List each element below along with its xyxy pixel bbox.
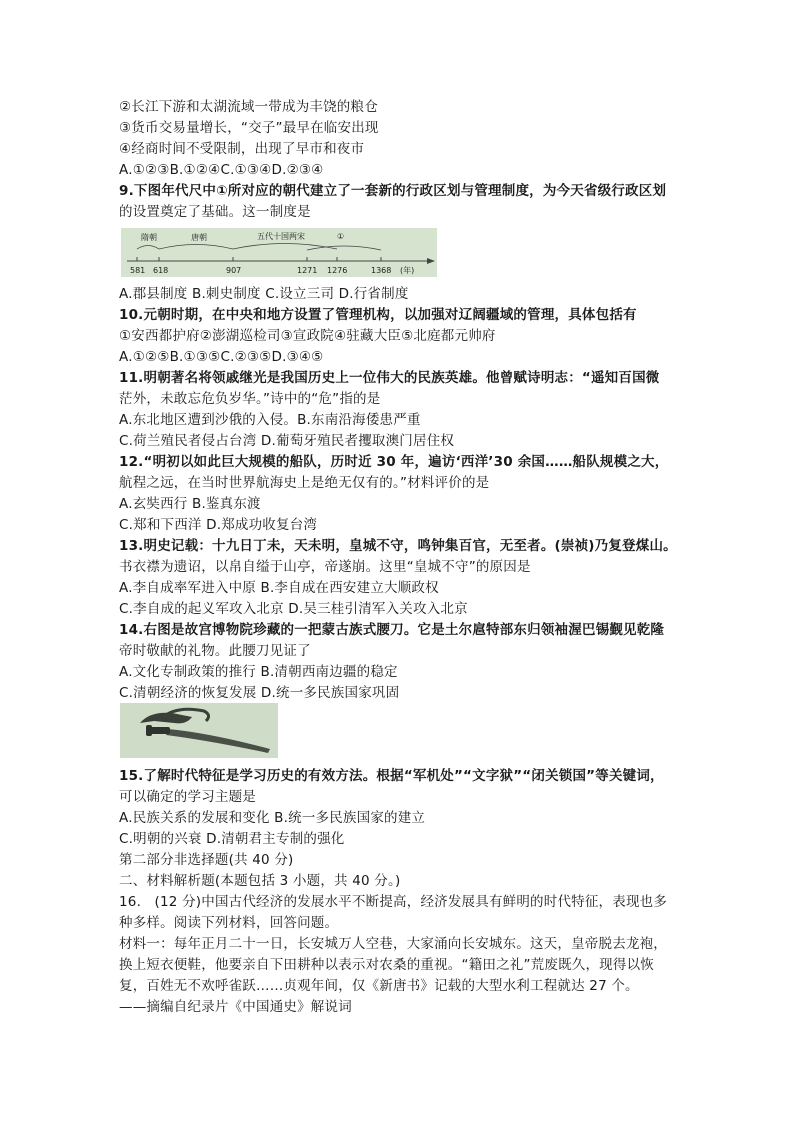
q12-choices-1: A.玄奘西行 B.鉴真东渡 bbox=[119, 496, 261, 512]
option-line-2: ②长江下游和太湖流域一带成为丰饶的粮仓 bbox=[119, 99, 378, 115]
year-label: 1276 bbox=[327, 266, 348, 275]
q10-stem-2: ①安西都护府②澎湖巡检司③宣政院④驻藏大臣⑤北庭都元帅府 bbox=[119, 328, 496, 344]
q10-choices: A.①②⑤B.①③⑤C.②③⑤D.③④⑤ bbox=[119, 349, 324, 365]
q13-choices-1: A.李自成率军进入中原 B.李自成在西安建立大顺政权 bbox=[119, 580, 439, 596]
q13-choices-2: C.李自成的起义军攻入北京 D.吴三桂引清军入关攻入北京 bbox=[119, 601, 468, 617]
saber-photo bbox=[120, 703, 278, 758]
q15-choices-1: A.民族关系的发展和变化 B.统一多民族国家的建立 bbox=[119, 810, 426, 826]
q9-stem-1: 9.下图年代尺中①所对应的朝代建立了一套新的行政区划与管理制度，为今天省级行政区划 bbox=[119, 183, 667, 199]
year-label: 1271 bbox=[297, 266, 318, 275]
q13-stem-1: 13.明史记载：十九日丁未，天未明，皇城不守，鸣钟集百官，无至者。(崇祯)乃复登煤山。 bbox=[119, 538, 677, 554]
q11-choices-2: C.荷兰殖民者侵占台湾 D.葡萄牙殖民者攫取澳门居住权 bbox=[119, 433, 455, 449]
q10-stem-1: 10.元朝时期，在中央和地方设置了管理机构，以加强对辽阔疆域的管理，具体包括有 bbox=[119, 307, 637, 323]
q14-choices-1: A.文化专制政策的推行 B.清朝西南边疆的稳定 bbox=[119, 664, 398, 680]
q14-stem-2: 帝时敬献的礼物。此腰刀见证了 bbox=[119, 643, 311, 659]
part-two-heading: 第二部分非选择题(共 40 分) bbox=[119, 852, 294, 868]
year-label: 581 bbox=[130, 266, 146, 275]
option-line-3: ③货币交易量增长，“交子”最早在临安出现 bbox=[119, 120, 379, 136]
material-one-1: 材料一：每年正月二十一日，长安城万人空巷，大家涌向长安城东。这天，皇帝脱去龙袍， bbox=[119, 936, 667, 952]
q13-stem-2: 书衣襟为遗诏，以帛自缢于山亭，帝遂崩。这里“皇城不守”的原因是 bbox=[119, 559, 531, 575]
q12-stem-1: 12.“明初以如此巨大规模的船队，历时近 30 年，遍访‘西洋’30 余国……船队规模之大， bbox=[119, 454, 669, 470]
section-two-heading: 二、材料解析题(本题包括 3 小题，共 40 分。) bbox=[119, 873, 401, 889]
q15-choices-2: C.明朝的兴衰 D.清朝君主专制的强化 bbox=[119, 831, 345, 847]
q14-choices-2: C.清朝经济的恢复发展 D.统一多民族国家巩固 bbox=[119, 685, 400, 701]
q11-stem-2: 茫外，未敢忘危负岁华。”诗中的“危”指的是 bbox=[119, 391, 381, 407]
material-one-2: 换上短衣便鞋，他要亲自下田耕种以表示对农桑的重视。“籍田之礼”荒废既久，现得以恢 bbox=[119, 957, 654, 973]
year-label: 1368 bbox=[371, 266, 392, 275]
q11-stem-1: 11.明朝著名将领戚继光是我国历史上一位伟大的民族英雄。他曾赋诗明志：“遥知百国微 bbox=[119, 370, 660, 386]
q9-stem-2: 的设置奠定了基础。这一制度是 bbox=[119, 204, 311, 220]
year-label: 618 bbox=[153, 266, 169, 275]
q15-stem-2: 可以确定的学习主题是 bbox=[119, 789, 256, 805]
year-label: 907 bbox=[226, 266, 242, 275]
q11-choices-1: A.东北地区遭到沙俄的入侵。B.东南沿海倭患严重 bbox=[119, 412, 421, 428]
material-one-3: 复，百姓无不欢呼雀跃……贞观年间，仅《新唐书》记载的大型水利工程就达 27 个。 bbox=[119, 978, 639, 994]
period-sui: 隋朝 bbox=[141, 233, 157, 242]
q16-stem-1: 16. (12 分)中国古代经济的发展水平不断提高，经济发展具有鲜明的时代特征，表现也多 bbox=[119, 894, 668, 910]
q16-stem-2: 种多样。阅读下列材料，回答问题。 bbox=[119, 915, 339, 931]
period-five-dynasties-song: 五代十国两宋 bbox=[257, 232, 305, 241]
option-line-4: ④经商时间不受限制，出现了早市和夜市 bbox=[119, 141, 365, 157]
q15-stem-1: 15.了解时代特征是学习历史的有效方法。根据“军机处”“文字狱”“闭关锁国”等关键词， bbox=[119, 768, 664, 784]
q9-choices: A.郡县制度 B.刺史制度 C.设立三司 D.行省制度 bbox=[119, 286, 409, 302]
q8-choices: A.①②③B.①②④C.①③④D.②③④ bbox=[119, 162, 324, 178]
timeline-figure bbox=[121, 228, 437, 277]
period-tang: 唐朝 bbox=[191, 233, 207, 242]
q14-stem-1: 14.右图是故宫博物院珍藏的一把蒙古族式腰刀。它是土尔扈特部东归领袖渥巴锡觐见乾隆 bbox=[119, 622, 665, 638]
q12-choices-2: C.郑和下西洋 D.郑成功收复台湾 bbox=[119, 517, 318, 533]
q12-stem-2: 航程之远，在当时世界航海史上是绝无仅有的。”材料评价的是 bbox=[119, 475, 490, 491]
material-one-source: ——摘编自纪录片《中国通史》解说词 bbox=[119, 999, 352, 1015]
period-blank-1: ① bbox=[337, 232, 345, 241]
year-unit: (年) bbox=[400, 266, 415, 275]
